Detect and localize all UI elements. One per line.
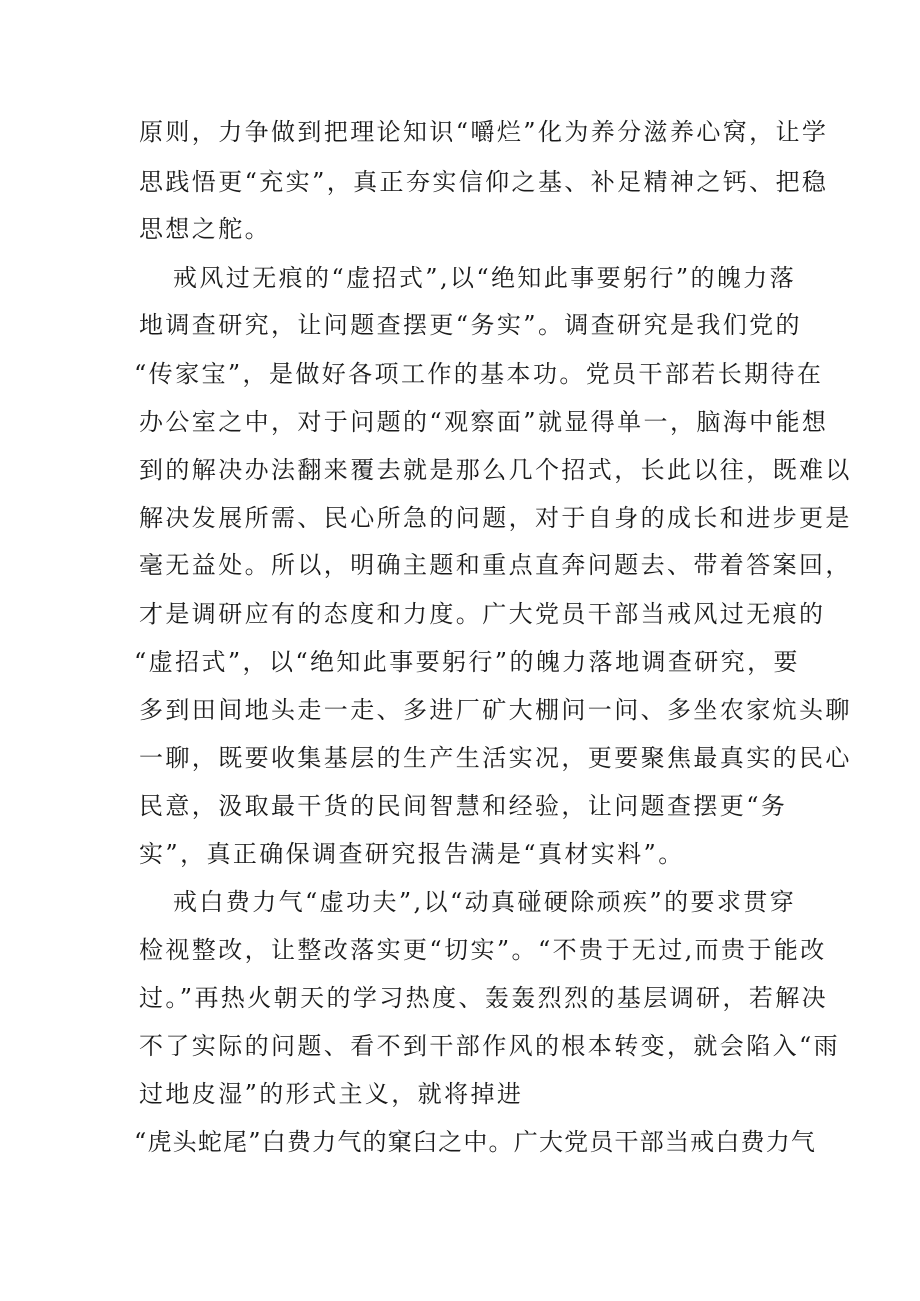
text-line: 到的解决办法翻来覆去就是那么几个招式，长此以往，既难以	[139, 456, 852, 484]
text-line: 过。”再热火朝天的学习热度、轰轰烈烈的基层调研，若解决	[139, 984, 829, 1012]
text-line: 一聊，既要收集基层的生产生活实况，更要聚焦最真实的民心	[139, 744, 852, 772]
text-line: 不了实际的问题、看不到干部作风的根本转变，就会陷入“雨	[139, 1032, 841, 1060]
text-line: 过地皮湿”的形式主义，就将掉进	[139, 1080, 524, 1108]
text-line: “虚招式”，以“绝知此事要躬行”的魄力落地调查研究，要	[134, 648, 800, 676]
text-line: 思想之舵。	[139, 215, 271, 243]
text-line: 解决发展所需、民心所急的问题，对于自身的成长和进步更是	[139, 504, 852, 532]
text-line: 原则，力争做到把理论知识“嚼烂”化为养分滋养心窝，让学	[139, 118, 829, 146]
paragraph-first-line: 戒风过无痕的“虚招式”,以“绝知此事要躬行”的魄力落	[173, 264, 797, 292]
text-line: 办公室之中，对于问题的“观察面”就显得单一，脑海中能想	[139, 408, 829, 436]
text-line: 毫无益处。所以，明确主题和重点直奔问题去、带着答案回，	[139, 551, 852, 579]
text-line: 检视整改，让整改落实更“切实”。“不贵于无过,而贵于能改	[139, 936, 827, 964]
text-line: “传家宝”，是做好各项工作的基本功。党员干部若长期待在	[134, 360, 824, 388]
text-line: 民意，汲取最干货的民间智慧和经验，让问题查摆更“务	[139, 792, 788, 820]
text-line: “虎头蛇尾”白费力气的窠臼之中。广大党员干部当戒白费力气	[134, 1128, 817, 1156]
paragraph-first-line: 戒白费力气“虚功夫”,以“动真碰硬除顽疾”的要求贯穿	[173, 888, 797, 916]
text-line: 思践悟更“充实”，真正夯实信仰之基、补足精神之钙、把稳	[139, 168, 829, 196]
text-line: 多到田间地头走一走、多进厂矿大棚问一问、多坐农家炕头聊	[139, 696, 852, 724]
text-line: 实”，真正确保调查研究报告满是“真材实料”。	[139, 840, 685, 868]
text-line: 地调查研究，让问题查摆更“务实”。调查研究是我们党的	[139, 311, 802, 339]
text-line: 才是调研应有的态度和力度。广大党员干部当戒风过无痕的	[139, 600, 826, 628]
